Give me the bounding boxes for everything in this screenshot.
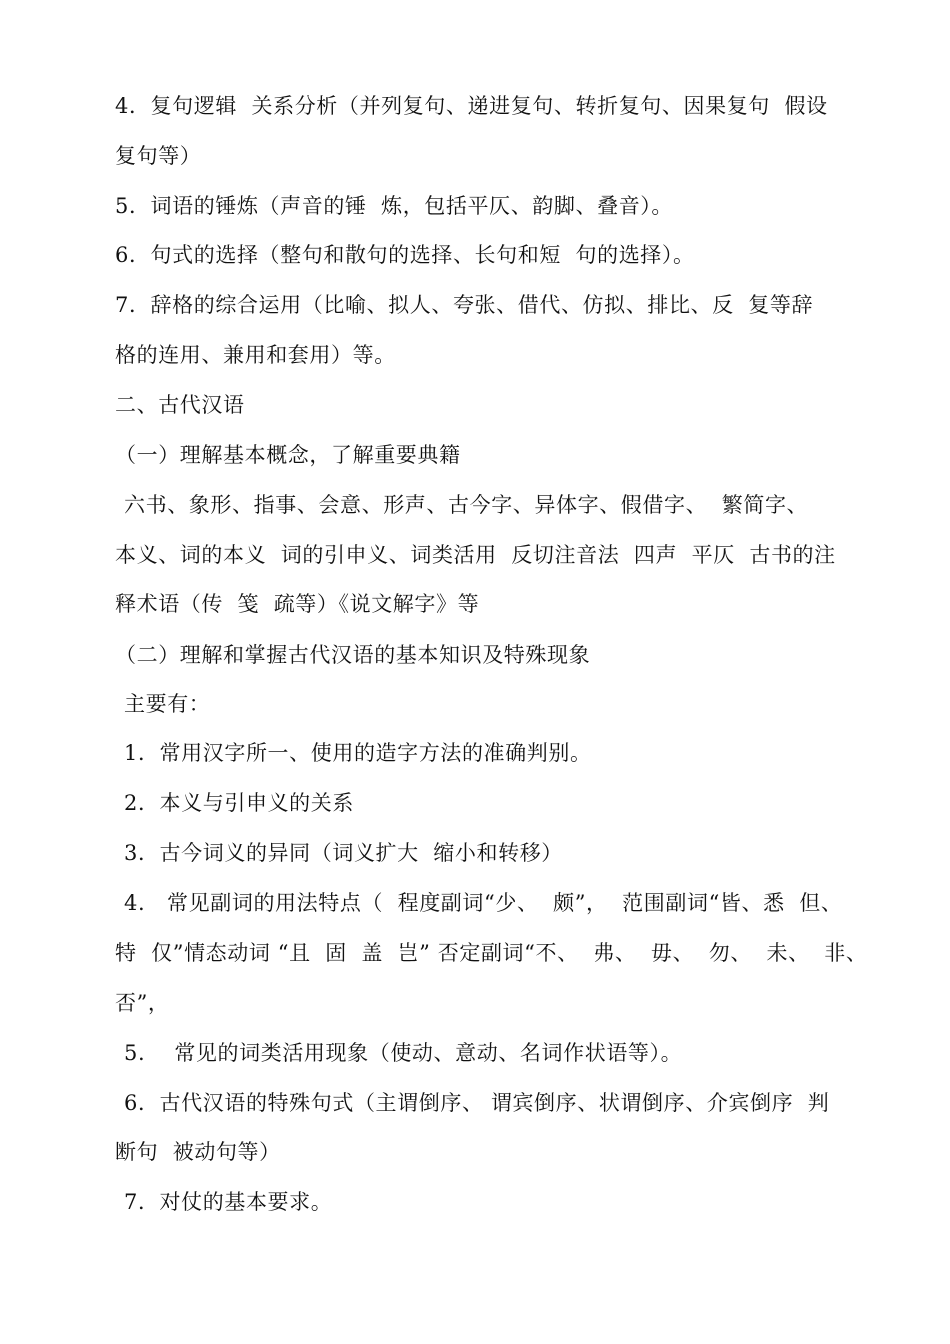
list-item: 7．对仗的基本要求。 [124, 1190, 333, 1214]
list-item-continuation: 特 仅”情态动词 “且 固 盖 岂” 否定副词“不、 弗、 毋、 勿、 未、 非、 [115, 941, 868, 965]
list-item: 4. 常见副词的用法特点（ 程度副词“少、 颇”， 范围副词“皆、悉 但、 [124, 891, 843, 915]
paragraph-line: 5．词语的锤炼（声音的锤 炼，包括平仄、韵脚、叠音）。 [115, 194, 674, 218]
paragraph-line: 6．句式的选择（整句和散句的选择、长句和短 句的选择）。 [115, 243, 695, 267]
paragraph-line: 释术语（传 笺 疏等）《说文解字》等 [115, 592, 480, 616]
list-item-continuation: 否”， [115, 991, 170, 1015]
list-item: 2．本义与引申义的关系 [124, 791, 354, 815]
paragraph-line: 格的连用、兼用和套用）等。 [115, 343, 396, 367]
paragraph-line: 本义、词的本义 词的引申义、词类活用 反切注音法 四声 平仄 古书的注 [115, 543, 836, 567]
paragraph-line: 主要有： [124, 692, 211, 716]
list-item: 5. 常见的词类活用现象（使动、意动、名词作状语等）。 [124, 1041, 683, 1065]
list-item: 3．古今词义的异同（词义扩大 缩小和转移） [124, 841, 563, 865]
paragraph-line: 7．辞格的综合运用（比喻、拟人、夸张、借代、仿拟、排比、反 复等辞 [115, 293, 814, 317]
list-item: 6．古代汉语的特殊句式（主谓倒序、 谓宾倒序、状谓倒序、介宾倒序 判 [124, 1091, 830, 1115]
subsection-heading: （二）理解和掌握古代汉语的基本知识及特殊现象 [115, 643, 591, 667]
list-item: 1．常用汉字所一、使用的造字方法的准确判别。 [124, 741, 592, 765]
section-heading: 二、古代汉语 [115, 393, 245, 417]
list-item-continuation: 断句 被动句等） [115, 1140, 281, 1164]
paragraph-line: 4．复句逻辑 关系分析（并列复句、递进复句、转折复句、因果复句 假设 [115, 94, 828, 118]
paragraph-line: 复句等） [115, 144, 202, 168]
subsection-heading: （一）理解基本概念，了解重要典籍 [115, 443, 461, 467]
paragraph-line: 六书、象形、指事、会意、形声、古今字、异体字、假借字、 繁简字、 [124, 493, 809, 517]
